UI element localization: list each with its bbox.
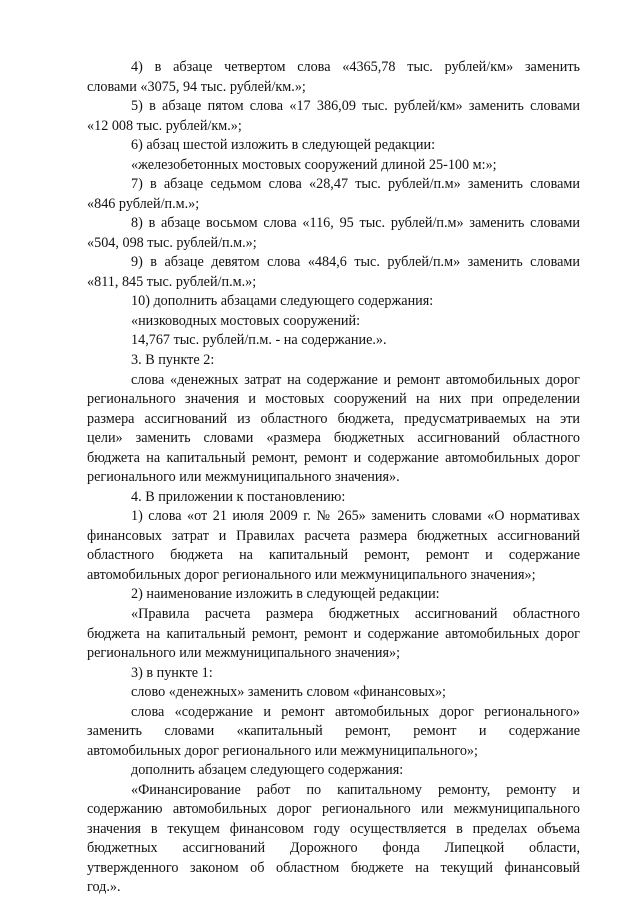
text-line: «Правила расчета размера бюджетных ассигнований областного	[131, 605, 580, 622]
text-line: регионального или межмуниципального значения».	[87, 469, 400, 486]
text-line: автомобильных дорог регионального или межмуниципального»;	[87, 742, 478, 759]
text-line: 4) в абзаце четвертом слова «4365,78 тыс. рублей/км» заменить	[131, 59, 580, 75]
text-line: «железобетонных мостовых сооружений длиной 25-100 м:»;	[131, 156, 497, 173]
text-line: «504, 098 тыс. рублей/п.м.»;	[87, 234, 257, 251]
text-line: значения в текущем финансовом году осуществляется в пределах объема	[87, 820, 580, 837]
text-line: автомобильных дорог регионального или межмуниципального значения»;	[87, 566, 536, 583]
text-line: 7) в абзаце седьмом слова «28,47 тыс. рублей/п.м» заменить словами	[131, 176, 580, 193]
text-line: заменить словами «капитальный ремонт, ремонт и содержание	[87, 723, 580, 740]
text-line: 5) в абзаце пятом слова «17 386,09 тыс. рублей/км» заменить словами	[131, 98, 580, 115]
text-line: слово «денежных» заменить словом «финансовых»;	[131, 684, 446, 701]
text-line: дополнить абзацем следующего содержания:	[131, 762, 404, 779]
text-line: 9) в абзаце девятом слова «484,6 тыс. рублей/п.м» заменить словами	[131, 254, 580, 271]
text-line: бюджетных ассигнований Дорожного фонда Липецкой области,	[87, 840, 580, 857]
text-line: финансовых затрат и Правилах расчета размера бюджетных ассигнований	[87, 527, 580, 544]
text-line: 8) в абзаце восьмом слова «116, 95 тыс. рублей/п.м» заменить словами	[131, 215, 580, 232]
text-line: 2) наименование изложить в следующей редакции:	[131, 586, 440, 603]
text-line: «846 рублей/п.м.»;	[87, 195, 200, 212]
text-line: регионального или межмуниципального значения»;	[87, 645, 401, 662]
text-line: словами «3075, 94 тыс. рублей/км.»;	[87, 78, 306, 95]
text-line: размера ассигнований из областного бюджета, предусматриваемых на эти	[87, 410, 580, 427]
text-line: «811, 845 тыс. рублей/п.м.»;	[87, 273, 257, 290]
text-line: слова «содержание и ремонт автомобильных дорог регионального»	[131, 703, 580, 720]
text-line: бюджета на капитальный ремонт, ремонт и содержание автомобильных дорог	[87, 625, 580, 642]
text-line: 6) абзац шестой изложить в следующей редакции:	[131, 137, 436, 154]
text-line: 3) в пункте 1:	[131, 664, 213, 681]
text-line: 3. В пункте 2:	[131, 352, 215, 369]
text-line: содержанию автомобильных дорог регионального или межмуниципального	[87, 801, 580, 818]
text-line: областного бюджета на капитальный ремонт, ремонт и содержание	[87, 547, 580, 564]
text-line: 4. В приложении к постановлению:	[131, 488, 346, 505]
text-line: 10) дополнить абзацами следующего содержания:	[131, 293, 434, 310]
text-line: «низководных мостовых сооружений:	[131, 312, 361, 329]
text-line: цели» заменить словами «размера бюджетных ассигнований областного	[87, 430, 580, 447]
text-line: год.».	[87, 879, 121, 896]
text-line: 14,767 тыс. рублей/п.м. - на содержание.».	[131, 332, 387, 349]
text-line: слова «денежных затрат на содержание и ремонт автомобильных дорог	[131, 371, 580, 388]
text-line: утвержденного законом об областном бюджете на текущий финансовый	[87, 859, 580, 876]
text-line: регионального значения и мостовых сооружений на них при определении	[87, 391, 580, 408]
text-line: бюджета на капитальный ремонт, ремонт и содержание автомобильных дорог	[87, 449, 580, 466]
text-line: «Финансирование работ по капитальному ремонту, ремонту и	[131, 781, 580, 798]
text-line: «12 008 тыс. рублей/км.»;	[87, 117, 242, 134]
text-line: 1) слова «от 21 июля 2009 г. № 265» заменить словами «О нормативах	[131, 508, 580, 525]
